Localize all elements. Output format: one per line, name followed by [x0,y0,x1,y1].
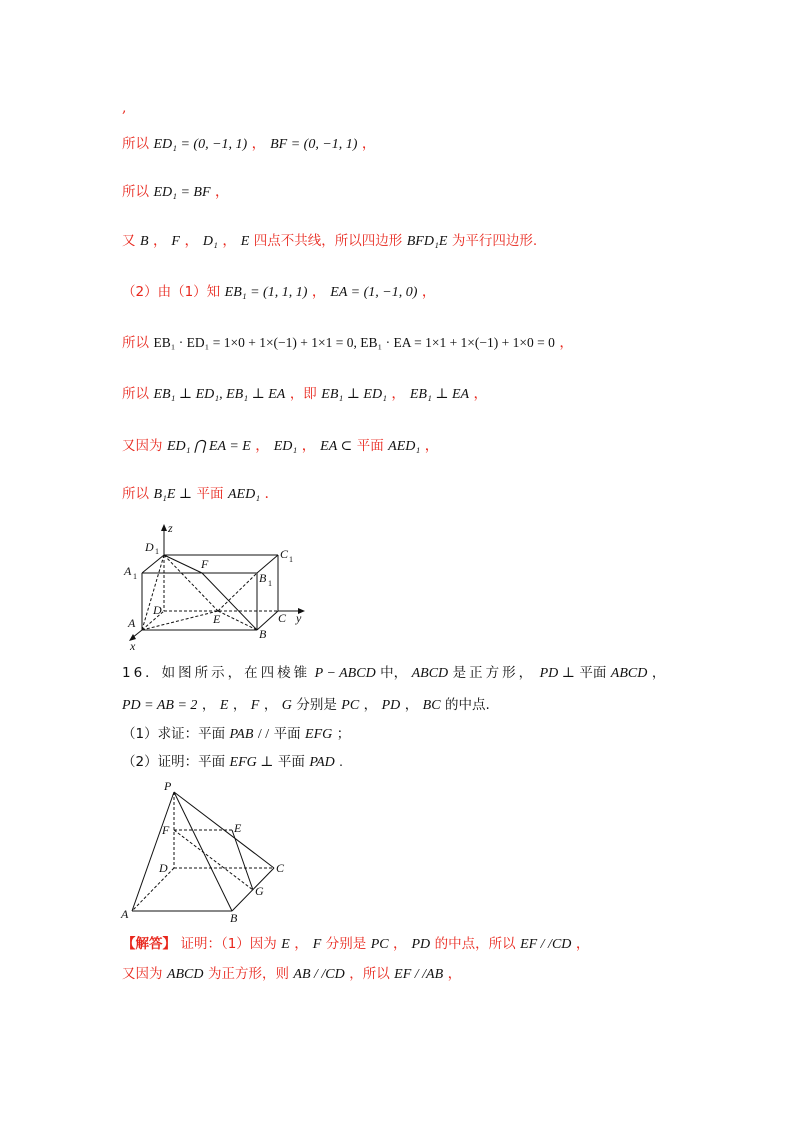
text: 又 [122,233,136,249]
math: PD [411,937,431,952]
text: 为平行四边形. [451,233,538,249]
label-D: D [153,603,162,617]
edge-PA [132,792,174,911]
text: ， [421,284,436,300]
label-C1: C [280,547,289,561]
label-F: F [162,823,170,837]
text: 所以 [122,486,149,502]
solution-line-7 [122,436,439,457]
segment-EG [232,830,253,890]
math: PAB [229,727,254,742]
math: AED₁ [388,439,421,454]
segment-EB [218,611,257,630]
pyramid-figure [118,778,293,923]
text: ， [184,233,199,249]
label-E: E [234,821,242,835]
solution-line-4 [122,282,436,303]
vector-equation: ED₁ = BF [153,185,211,200]
label-B: B [259,627,267,641]
text: ， [301,438,316,454]
math: AB / /CD [293,967,345,982]
math: ABCD [411,666,449,681]
edge-D1A1 [142,555,164,573]
edge-DA [132,868,174,911]
vector-expression: EA = (1, −1, 0) [330,285,418,300]
text: 又因为 [122,966,163,982]
text: 的中点，所以 [434,936,516,952]
label-B: B [230,911,238,923]
text: 分别是 [296,697,337,713]
label-D1-sub: 1 [155,547,159,556]
text: 16．如图所示，在四棱锥 [122,665,311,681]
segment-EB1 [218,573,257,611]
math: EA ⊂ [320,439,353,454]
math: EB₁ ⊥ EA [409,387,470,402]
label-A1: A [124,564,132,578]
text: 所以 [122,386,149,402]
solution-line-2 [122,182,229,203]
problem-16-line-2 [122,695,490,716]
answer-line-2 [122,964,462,985]
segment-D1E [164,555,218,611]
math: EF / /CD [520,937,572,952]
math: EF / /AB [394,967,444,982]
text: ， [424,438,439,454]
text: ， [391,386,406,402]
text: 是正方形， [452,665,536,681]
solution-line-5 [122,333,573,353]
segment-FG [174,830,253,890]
solution-line-3 [122,231,537,252]
label-y: y [296,611,302,625]
text: ， [447,966,462,982]
math: G [281,698,292,713]
math: AED₁ [228,487,261,502]
label-P: P [164,779,172,793]
text: ， [559,335,574,351]
text: 又因为 [122,438,163,454]
math: / / [257,727,270,742]
text: （2）由（1）知 [122,284,221,300]
math: EB₁ ⊥ ED₁ [321,387,387,402]
label-A: A [128,616,136,630]
label-z: z [168,521,173,535]
text: 平面 [273,726,301,742]
stray-comma [122,98,126,118]
math: ABCD [610,666,648,681]
math: F [171,234,180,249]
solution-line-8 [122,484,269,505]
text: . [339,755,343,770]
label-D1: D [145,540,154,554]
label-G: G [255,884,264,898]
segment-D1A [142,555,164,630]
math: D₁ [202,234,218,249]
vector-expression: BF = (0, −1, 1) [270,137,358,152]
problem-16-part-2 [122,752,343,773]
math: F [312,937,322,952]
text: 四点不共线，所以四边形 [253,233,403,249]
text: 所以 [122,335,149,351]
math: ED₁ ⋂ EA = E [166,439,251,454]
z-axis-arrow [161,524,167,531]
math: PC [370,937,389,952]
text: ， [393,936,408,952]
math: PAD [309,755,335,770]
text: , [122,100,127,116]
math: PD = AB = 2 [122,698,198,713]
text: ， [215,184,229,200]
label-C: C [276,861,285,875]
solution-line-6 [122,384,488,405]
text: ， [575,936,590,952]
text: 的中点. [445,697,490,713]
problem-16-line-1 [122,663,665,684]
text: 平面 [356,438,384,454]
text: ， [251,136,266,152]
math: BC [422,698,441,713]
math: E [219,698,229,713]
text: ， [294,936,309,952]
text: （2）证明：平面 [122,754,226,770]
text: ， [232,697,247,713]
label-D: D [159,861,168,875]
text: ， [361,136,376,152]
solution-line-1 [122,134,376,155]
math: F [250,698,260,713]
label-x: x [130,639,136,653]
label-A: A [121,907,129,921]
text: （1）求证：平面 [122,726,226,742]
vector-expression: ED₁ = (0, −1, 1) [153,137,248,152]
math: EB₁ ⊥ ED₁, EB₁ ⊥ EA [153,387,286,402]
math: B [139,234,149,249]
text: ， [152,233,167,249]
text: 所以 [122,184,149,200]
label-E: E [213,612,221,626]
text: ， [222,233,237,249]
math: E [240,234,250,249]
text: ， [201,697,216,713]
text: 为正方形，则 [207,966,289,982]
text: 所以 [122,136,149,152]
text: 证明：（1）因为 [180,936,277,952]
math: ED₁ [273,439,298,454]
text: 平面 [579,665,607,681]
text: ； [336,726,351,742]
label-C: C [278,611,287,625]
answer-line-1 [122,934,590,955]
text: 分别是 [325,936,367,952]
answer-tag: 【解答】 [122,936,176,952]
math: P − ABCD [314,666,376,681]
label-B1-sub: 1 [268,579,272,588]
math: E [281,937,290,952]
math: BFD₁E [406,234,448,249]
problem-16-part-1 [122,724,350,745]
math: PD ⊥ [539,666,575,681]
math: PC [341,698,360,713]
cuboid-figure [120,518,320,653]
label-C1-sub: 1 [289,555,293,564]
math: PD [381,698,401,713]
text: 中， [380,665,408,681]
math: B₁E ⊥ [153,487,193,502]
text: ， [311,284,326,300]
text: ， [404,697,419,713]
text: . [264,486,269,502]
text: ， [473,386,488,402]
math: EFG ⊥ [229,755,274,770]
dot-product-expression: EB₁ · ED₁ = 1×0 + 1×(−1) + 1×1 = 0, EB₁ · EA = 1×1 + 1×(−1) + 1×0 = 0 [153,335,555,350]
math: EFG [305,727,333,742]
segment-D1F [164,555,202,573]
text: 平面 [196,486,224,502]
text: 平面 [277,754,305,770]
label-F: F [201,557,209,571]
label-B1: B [259,571,267,585]
math: ABCD [166,967,204,982]
text: ， [255,438,270,454]
text: ， [363,697,378,713]
vector-expression: EB₁ = (1, 1, 1) [224,285,308,300]
text: ，所以 [349,966,390,982]
text: ， [651,665,666,681]
text: ，即 [289,386,317,402]
label-A1-sub: 1 [133,572,137,581]
text: ， [263,697,278,713]
